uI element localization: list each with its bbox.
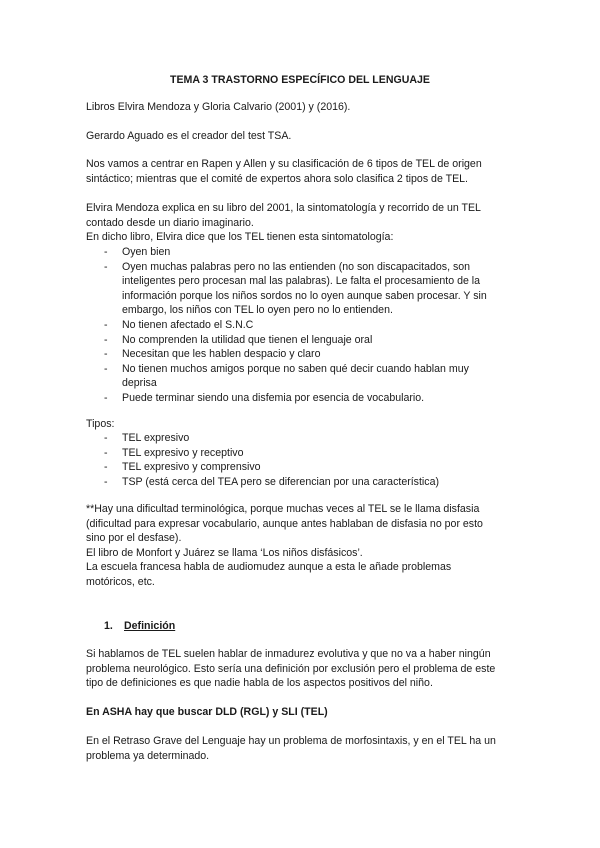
list-item: - No comprenden la utilidad que tienen el lenguaje oral bbox=[104, 333, 373, 346]
dash-bullet: - bbox=[104, 246, 108, 258]
section-number: 1. bbox=[104, 620, 113, 632]
text-line: motóricos, etc. bbox=[86, 575, 155, 588]
text-line: En dicho libro, Elvira dice que los TEL tienen esta sintomatología: bbox=[86, 231, 394, 244]
dash-bullet: - bbox=[104, 362, 108, 375]
page-title: TEMA 3 TRASTORNO ESPECÍFICO DEL LENGUAJE bbox=[170, 74, 430, 86]
dash-bullet: - bbox=[104, 318, 108, 331]
list-item: - No tienen afectado el S.N.C bbox=[104, 318, 254, 331]
books-paragraph: Libros Elvira Mendoza y Gloria Calvario (2001) y (2016). bbox=[86, 101, 351, 113]
text-line: Nos vamos a centrar en Rapen y Allen y su clasificación de 6 tipos de TEL de origen bbox=[86, 158, 482, 170]
dash-bullet: - bbox=[104, 446, 108, 459]
definition-paragraph bbox=[86, 647, 518, 691]
text-line: Si hablamos de TEL suelen hablar de inmadurez evolutiva y que no va a haber ningún bbox=[86, 648, 491, 660]
elvira-paragraph bbox=[86, 201, 518, 245]
text-line: contado desde un diario imaginario. bbox=[86, 216, 254, 229]
text-line: Elvira Mendoza explica en su libro del 2001, la sintomatología y recorrido de un TEL bbox=[86, 202, 481, 214]
section-heading bbox=[104, 619, 175, 634]
rapen-paragraph bbox=[86, 157, 518, 186]
list-item: - Oyen bien bbox=[104, 246, 171, 258]
list-item: - Necesitan que les hablen despacio y claro bbox=[104, 348, 321, 361]
list-item: - TSP (está cerca del TEA pero se diferencian por una característica) bbox=[104, 475, 439, 488]
dash-bullet: - bbox=[104, 348, 108, 361]
list-item: - TEL expresivo y receptivo bbox=[104, 446, 244, 459]
dash-bullet: - bbox=[104, 432, 108, 444]
dash-bullet: - bbox=[104, 391, 108, 404]
text-line: problema neurológico. Esto sería una definición por exclusión pero el problema de este bbox=[86, 662, 496, 675]
text-line: tipo de definiciones es que nadie habla de los aspectos positivos del niño. bbox=[86, 677, 433, 690]
symptoms-list bbox=[86, 245, 518, 406]
text-line: problema ya determinado. bbox=[86, 749, 210, 762]
dash-bullet: - bbox=[104, 475, 108, 488]
section-title: Definición bbox=[124, 620, 176, 632]
text-line: sintáctico; mientras que el comité de expertos ahora solo clasifica 2 tipos de TEL. bbox=[86, 172, 468, 185]
text-line: sino por el desfase). bbox=[86, 532, 182, 545]
text-line: **Hay una dificultad terminológica, porque muchas veces al TEL se le llama disfasia bbox=[86, 503, 480, 515]
dash-bullet: - bbox=[104, 260, 108, 273]
text-line: En el Retraso Grave del Lenguaje hay un problema de morfosintaxis, y en el TEL ha un bbox=[86, 735, 496, 747]
list-item: - Oyen muchas palabras pero no las entienden (no son discapacitados, son inteligentes pero procesan mal las palabras). Le falta el procesamiento de la información porque los niños sordos no lo oyen aunque saben procesar. Y sin embargo, los niños con TEL lo oyen pero no lo entienden. bbox=[104, 260, 487, 317]
text-line: El libro de Monfort y Juárez se llama ‘Los niños disfásicos’. bbox=[86, 546, 363, 559]
text-line: La escuela francesa habla de audiomudez aunque a esta le añade problemas bbox=[86, 561, 452, 574]
dash-bullet: - bbox=[104, 461, 108, 474]
types-list bbox=[86, 431, 518, 489]
aguado-paragraph: Gerardo Aguado es el creador del test TSA. bbox=[86, 130, 292, 142]
text-line: (dificultad para expresar vocabulario, aunque antes hablaban de disfasia no por esto bbox=[86, 517, 483, 530]
list-item: - No tienen muchos amigos porque no saben qué decir cuando hablan muy deprisa bbox=[104, 362, 469, 390]
list-item: - TEL expresivo bbox=[104, 432, 190, 444]
list-item: - Puede terminar siendo una disfemia por esencia de vocabulario. bbox=[104, 391, 425, 404]
list-item: - TEL expresivo y comprensivo bbox=[104, 461, 261, 474]
dash-bullet: - bbox=[104, 333, 108, 346]
asha-paragraph: En ASHA hay que buscar DLD (RGL) y SLI (TEL) bbox=[86, 706, 328, 718]
types-label: Tipos: bbox=[86, 418, 115, 430]
retraso-paragraph bbox=[86, 734, 518, 763]
terminology-note bbox=[86, 502, 518, 590]
